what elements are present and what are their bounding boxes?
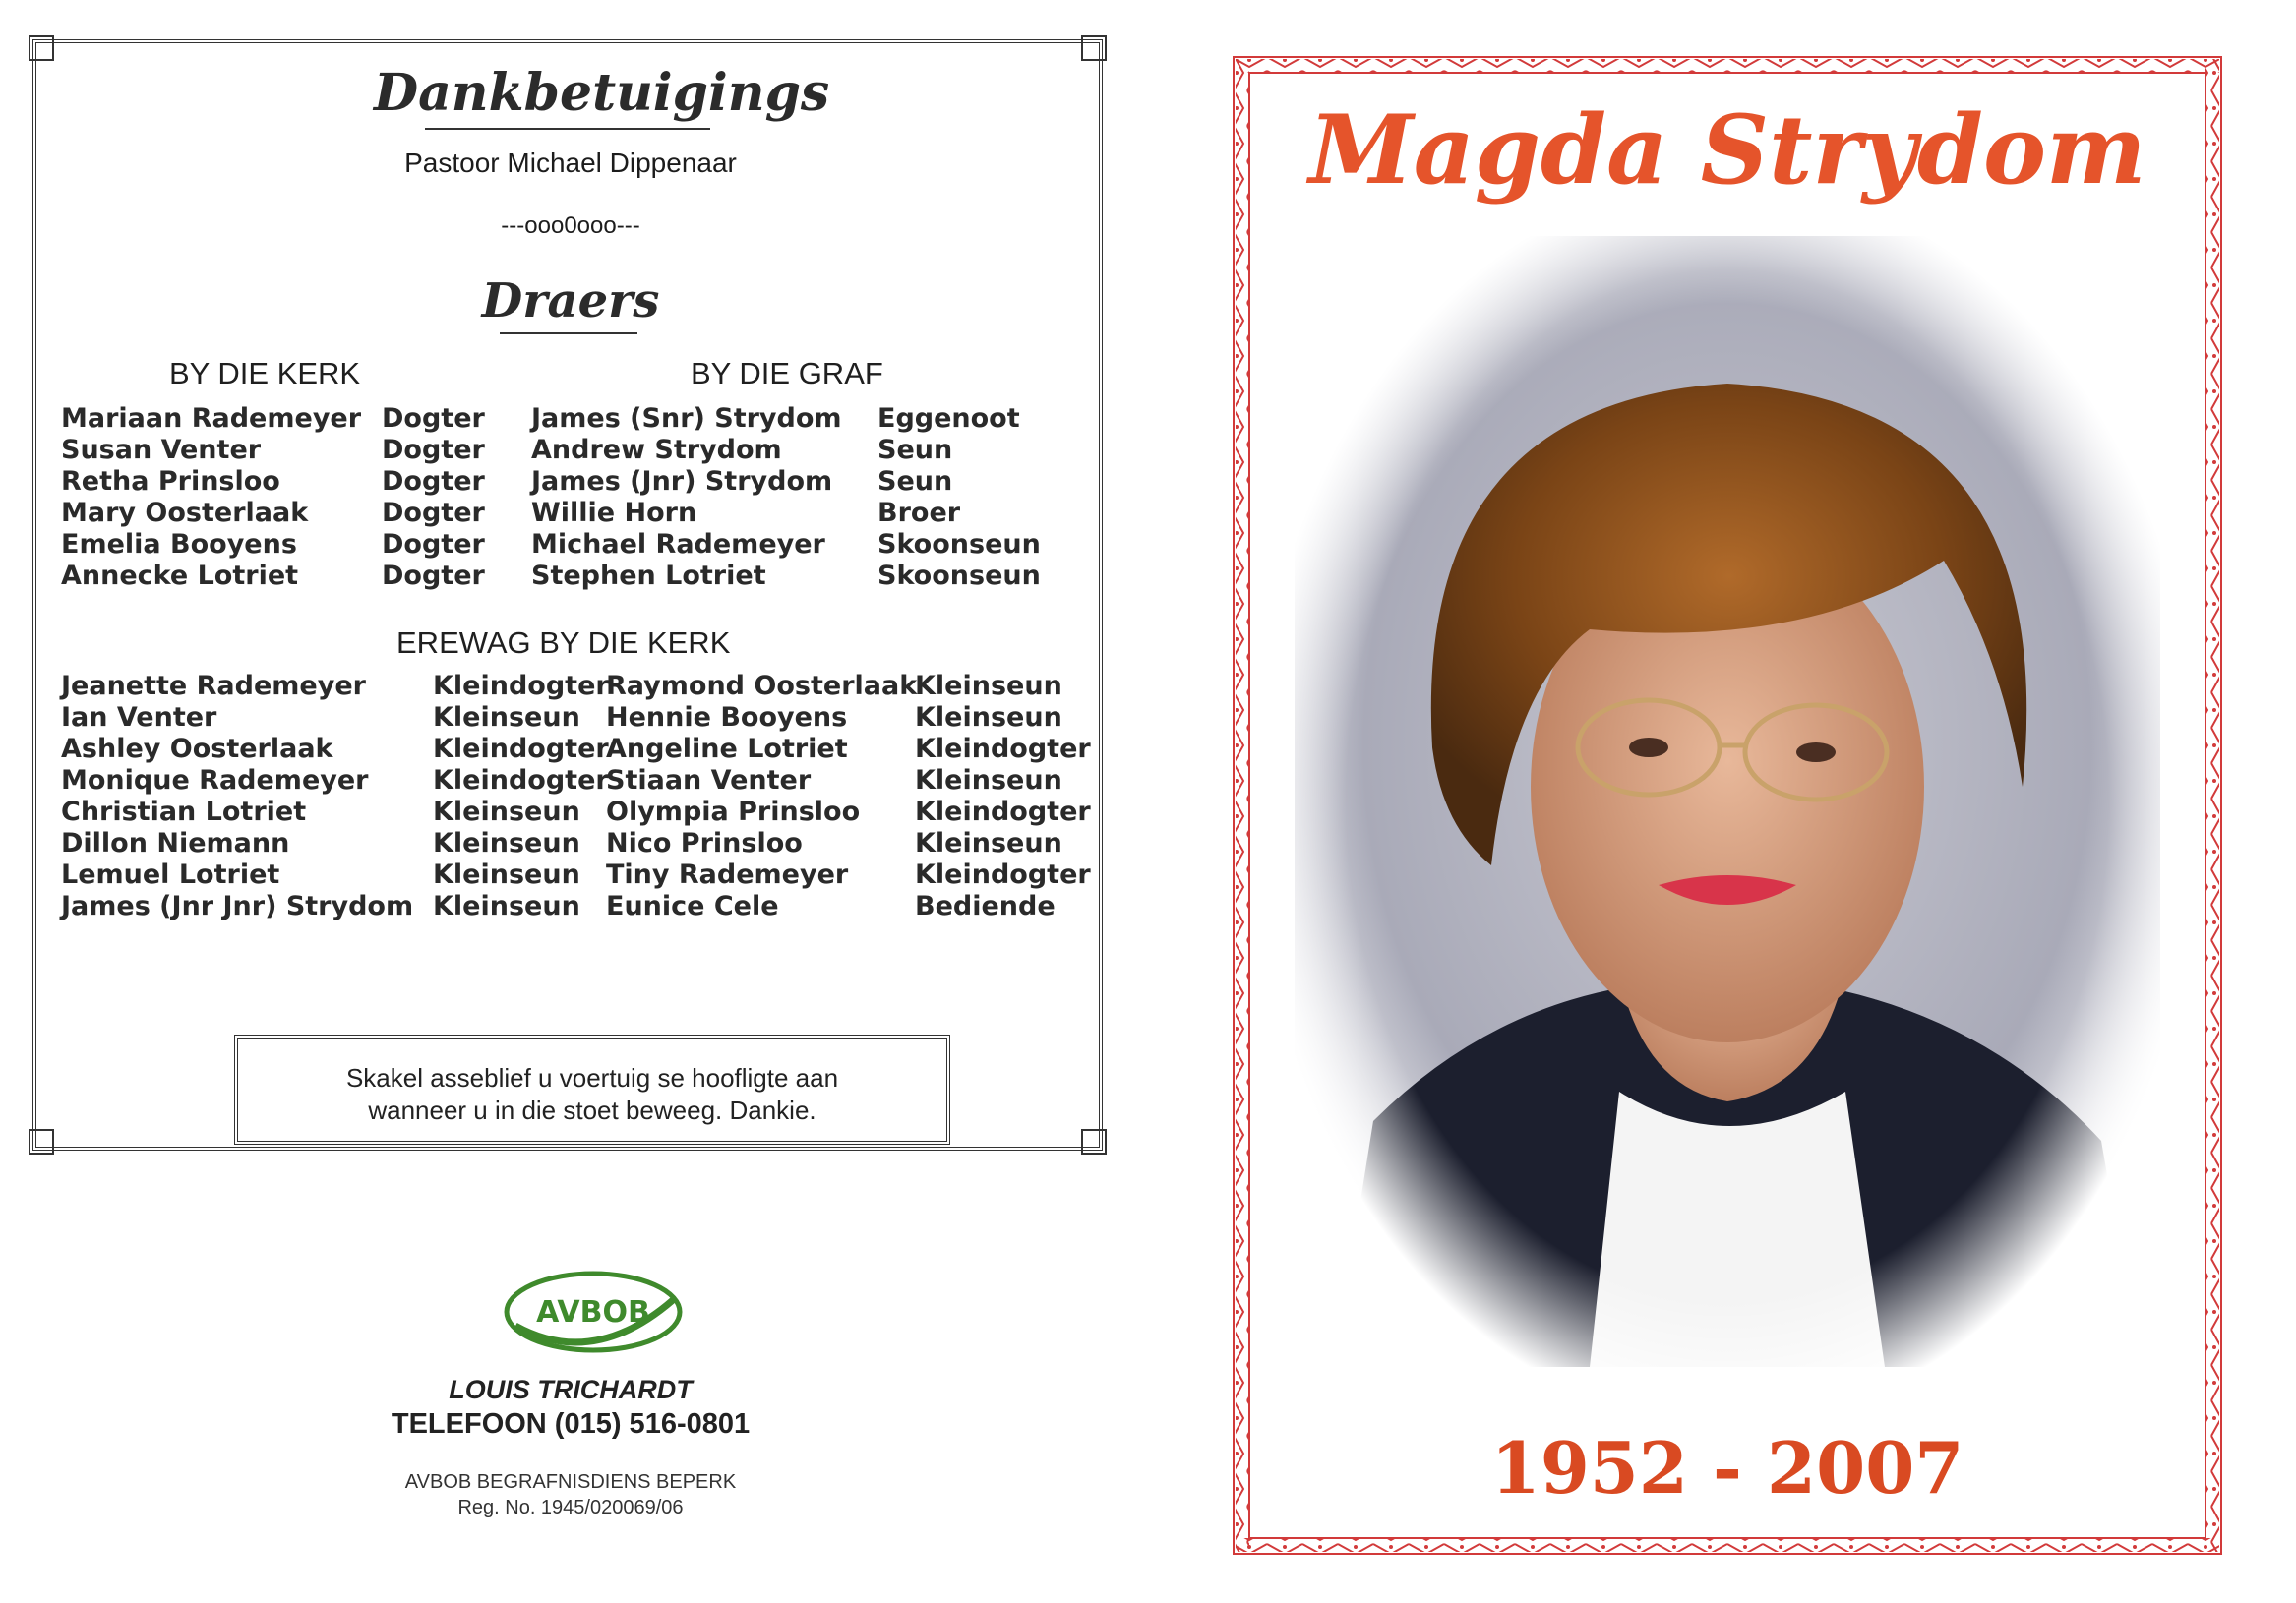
person-relation: Skoonseun (877, 561, 1041, 591)
person-relation: Dogter (382, 435, 485, 465)
person-relation: Eggenoot (877, 403, 1020, 434)
frame-corner-ornament (29, 35, 54, 61)
portrait-photo (1295, 236, 2160, 1367)
funeral-home-phone: TELEFOON (015) 516-0801 (391, 1408, 751, 1440)
person-relation: Kleinseun (915, 828, 1062, 859)
frame-corner-ornament (1081, 1129, 1107, 1155)
avbob-logo (504, 1271, 683, 1353)
funeral-home-branch: LOUIS TRICHARDT (449, 1375, 693, 1404)
person-relation: Broer (877, 498, 961, 528)
person-relation: Kleinseun (433, 860, 580, 890)
thanks-name: Pastoor Michael Dippenaar (404, 148, 737, 178)
person-name: Stiaan Venter (606, 765, 812, 796)
person-relation: Dogter (382, 529, 485, 560)
person-name: Willie Horn (531, 498, 697, 528)
person-name: Olympia Prinsloo (606, 797, 861, 827)
avbob-logo-text: AVBOB (536, 1295, 650, 1330)
person-name: James (Jnr Jnr) Strydom (61, 891, 414, 921)
person-relation: Kleindogter (433, 734, 609, 764)
person-relation: Kleindogter (915, 797, 1091, 827)
person-name: Emelia Booyens (61, 529, 297, 560)
notice-line-2: wanneer u in die stoet beweeg. Dankie. (368, 1096, 816, 1125)
bearers-heading: Draers (481, 273, 660, 328)
person-name: Andrew Strydom (531, 435, 782, 465)
person-relation: Kleindogter (915, 860, 1091, 890)
person-name: James (Jnr) Strydom (531, 466, 833, 497)
person-relation: Kleindogter (915, 734, 1091, 764)
person-name: Susan Venter (61, 435, 262, 465)
funeral-home-company: AVBOB BEGRAFNISDIENS BEPERK (404, 1471, 737, 1493)
person-name: Annecke Lotriet (61, 561, 299, 591)
person-relation: Kleinseun (915, 765, 1062, 796)
person-name: Monique Rademeyer (61, 765, 369, 796)
person-relation: Kleinseun (915, 702, 1062, 733)
notice-line-1: Skakel asseblief u voertuig se hoofligte aan (345, 1063, 839, 1093)
person-relation: Kleindogter (433, 765, 609, 796)
person-name: Dillon Niemann (61, 828, 290, 859)
life-years: 1952 - 2007 (1490, 1426, 1964, 1510)
thanks-heading-underline (425, 128, 710, 130)
person-relation: Kleinseun (433, 702, 580, 733)
person-name: Ian Venter (61, 702, 217, 733)
thanks-heading: Dankbetuigings (374, 63, 830, 123)
person-name: Retha Prinsloo (61, 466, 280, 497)
person-name: Jeanette Rademeyer (61, 671, 366, 701)
person-name: Stephen Lotriet (531, 561, 766, 591)
person-relation: Bediende (915, 891, 1056, 921)
bearers-heading-underline (500, 332, 637, 334)
separator: ---ooo0ooo--- (501, 212, 640, 239)
person-name: Eunice Cele (606, 891, 779, 921)
funeral-home-registration: Reg. No. 1945/020069/06 (457, 1497, 684, 1518)
person-name: Lemuel Lotriet (61, 860, 280, 890)
person-relation: Dogter (382, 498, 485, 528)
acknowledgements-frame (32, 39, 1103, 1151)
person-name: Raymond Oosterlaak (606, 671, 918, 701)
person-name: Angeline Lotriet (606, 734, 848, 764)
person-name: Mary Oosterlaak (61, 498, 309, 528)
person-relation: Skoonseun (877, 529, 1041, 560)
person-relation: Kleinseun (433, 891, 580, 921)
person-relation: Dogter (382, 403, 485, 434)
honour-guard-heading: EREWAG BY DIE KERK (396, 625, 731, 660)
person-relation: Kleinseun (433, 797, 580, 827)
frame-corner-ornament (1081, 35, 1107, 61)
person-name: Tiny Rademeyer (606, 860, 849, 890)
person-relation: Kleindogter (433, 671, 609, 701)
person-name: Michael Rademeyer (531, 529, 825, 560)
person-relation: Seun (877, 466, 953, 497)
person-name: Ashley Oosterlaak (61, 734, 333, 764)
person-name: Christian Lotriet (61, 797, 307, 827)
person-name: Nico Prinsloo (606, 828, 803, 859)
person-relation: Seun (877, 435, 953, 465)
church-bearers-heading: BY DIE KERK (169, 356, 361, 390)
headlights-notice-box (234, 1035, 950, 1145)
person-relation: Dogter (382, 561, 485, 591)
person-relation: Kleinseun (915, 671, 1062, 701)
deceased-name: Magda Strydom (1308, 94, 2146, 206)
person-name: James (Snr) Strydom (531, 403, 842, 434)
person-relation: Kleinseun (433, 828, 580, 859)
person-relation: Dogter (382, 466, 485, 497)
grave-bearers-heading: BY DIE GRAF (691, 356, 883, 390)
frame-corner-ornament (29, 1129, 54, 1155)
person-name: Mariaan Rademeyer (61, 403, 362, 434)
person-name: Hennie Booyens (606, 702, 848, 733)
